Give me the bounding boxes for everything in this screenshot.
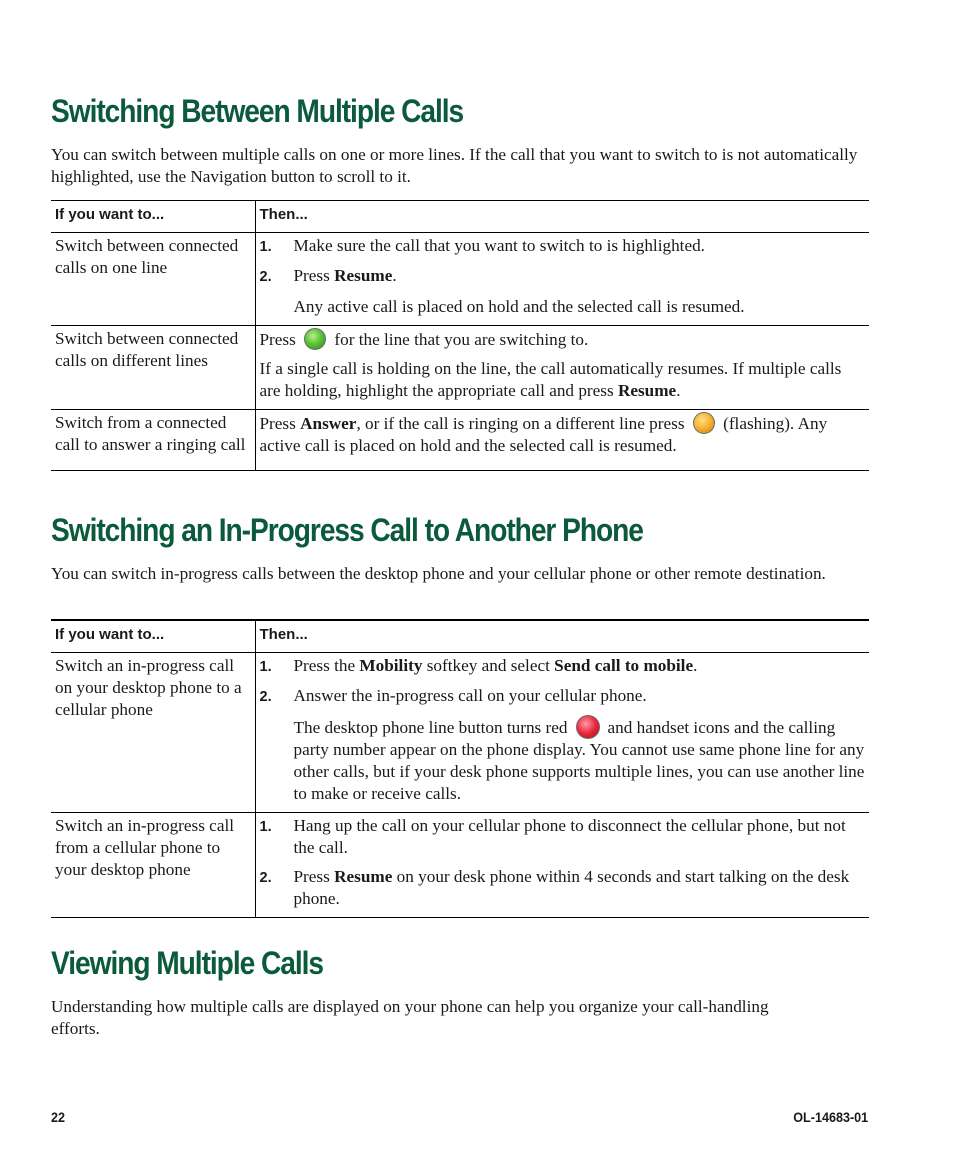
amber-line-button-icon bbox=[693, 412, 715, 434]
then-cell bbox=[255, 813, 869, 918]
step-number: 2. bbox=[259, 870, 272, 886]
page-number: 22 bbox=[51, 1109, 66, 1125]
table-row bbox=[51, 653, 869, 813]
section-intro: You can switch between multiple calls on one or more lines. If the call that you want to switch to is not automatically highlighted, use the Navigation button to scroll to it. bbox=[51, 145, 858, 186]
table-row bbox=[51, 410, 869, 471]
section-heading-switching-to-another-phone: Switching an In-Progress Call to Another Phone bbox=[51, 512, 643, 548]
step-note: Any active call is placed on hold and the selected call is resumed. bbox=[293, 297, 745, 316]
then-paragraph: Press Answer, or if the call is ringing on a different line press (flashing). Any active call is placed on hold and the selected call is resumed. bbox=[259, 414, 828, 455]
section-intro: Understanding how multiple calls are displayed on your phone can help you organize your call-handling efforts. bbox=[51, 997, 769, 1038]
step-number: 2. bbox=[259, 269, 272, 285]
table-header-row bbox=[51, 620, 869, 653]
step bbox=[260, 655, 866, 678]
column-header-then: Then... bbox=[255, 201, 869, 233]
softkey-label: Mobility bbox=[359, 656, 423, 675]
want-cell: Switch an in-progress call on your desktop phone to a cellular phone bbox=[51, 653, 255, 813]
steps-table bbox=[51, 200, 869, 471]
step-number: 1. bbox=[259, 659, 272, 675]
step-number: 1. bbox=[259, 239, 272, 255]
want-cell: Switch from a connected call to answer a ringing call bbox=[51, 410, 255, 471]
step-text: Answer the in-progress call on your cellular phone. bbox=[293, 686, 647, 705]
table-row bbox=[51, 326, 869, 410]
step-number: 2. bbox=[259, 689, 272, 705]
steps-table bbox=[51, 619, 869, 918]
step-text: Hang up the call on your cellular phone to disconnect the cellular phone, but not the call. bbox=[293, 816, 846, 857]
then-paragraph: Press for the line that you are switching to. bbox=[259, 330, 589, 349]
then-paragraph: If a single call is holding on the line, the call automatically resumes. If multiple calls are holding, highlight the appropriate call and press Resume. bbox=[259, 359, 842, 400]
softkey-label: Resume bbox=[334, 867, 393, 886]
softkey-label: Resume bbox=[617, 381, 677, 400]
step-number: 1. bbox=[259, 819, 272, 835]
step bbox=[260, 265, 866, 288]
want-cell: Switch between connected calls on different lines bbox=[51, 326, 255, 410]
step-text: Make sure the call that you want to switch to is highlighted. bbox=[293, 236, 705, 255]
want-cell: Switch between connected calls on one line bbox=[51, 233, 255, 326]
step-text: Press the Mobility softkey and select Send call to mobile. bbox=[293, 656, 698, 675]
step-note: The desktop phone line button turns red and handset icons and the calling party number appear on the phone display. You cannot use same phone line for any other calls, but if your desk phone supports multiple lines, you can use another line to make or receive calls. bbox=[294, 715, 866, 805]
want-cell: Switch an in-progress call from a cellular phone to your desktop phone bbox=[51, 813, 255, 918]
then-cell bbox=[255, 233, 869, 326]
softkey-label: Answer bbox=[300, 414, 357, 433]
then-cell bbox=[255, 326, 869, 410]
step bbox=[260, 235, 866, 258]
column-header-want: If you want to... bbox=[51, 620, 255, 653]
green-line-button-icon bbox=[304, 328, 326, 350]
step bbox=[260, 866, 866, 910]
table-row bbox=[51, 813, 869, 918]
section-heading-viewing-multiple-calls: Viewing Multiple Calls bbox=[51, 945, 323, 981]
column-header-then: Then... bbox=[255, 620, 869, 653]
then-cell bbox=[255, 653, 869, 813]
column-header-want: If you want to... bbox=[51, 201, 255, 233]
softkey-label: Resume bbox=[334, 266, 393, 285]
step bbox=[260, 685, 866, 708]
table-header-row bbox=[51, 201, 869, 233]
table-row bbox=[51, 233, 869, 326]
then-cell bbox=[255, 410, 869, 471]
section-heading-switching-between-calls: Switching Between Multiple Calls bbox=[51, 93, 464, 129]
step-text: Press Resume. bbox=[293, 266, 397, 285]
section-intro: You can switch in-progress calls between the desktop phone and your cellular phone or other remote destination. bbox=[51, 564, 826, 583]
red-line-button-icon bbox=[576, 715, 600, 739]
step bbox=[260, 815, 866, 859]
step-text: Press Resume on your desk phone within 4 seconds and start talking on the desk phone. bbox=[293, 867, 850, 908]
softkey-label: Send call to mobile bbox=[554, 656, 694, 675]
document-id: OL-14683-01 bbox=[793, 1109, 869, 1125]
